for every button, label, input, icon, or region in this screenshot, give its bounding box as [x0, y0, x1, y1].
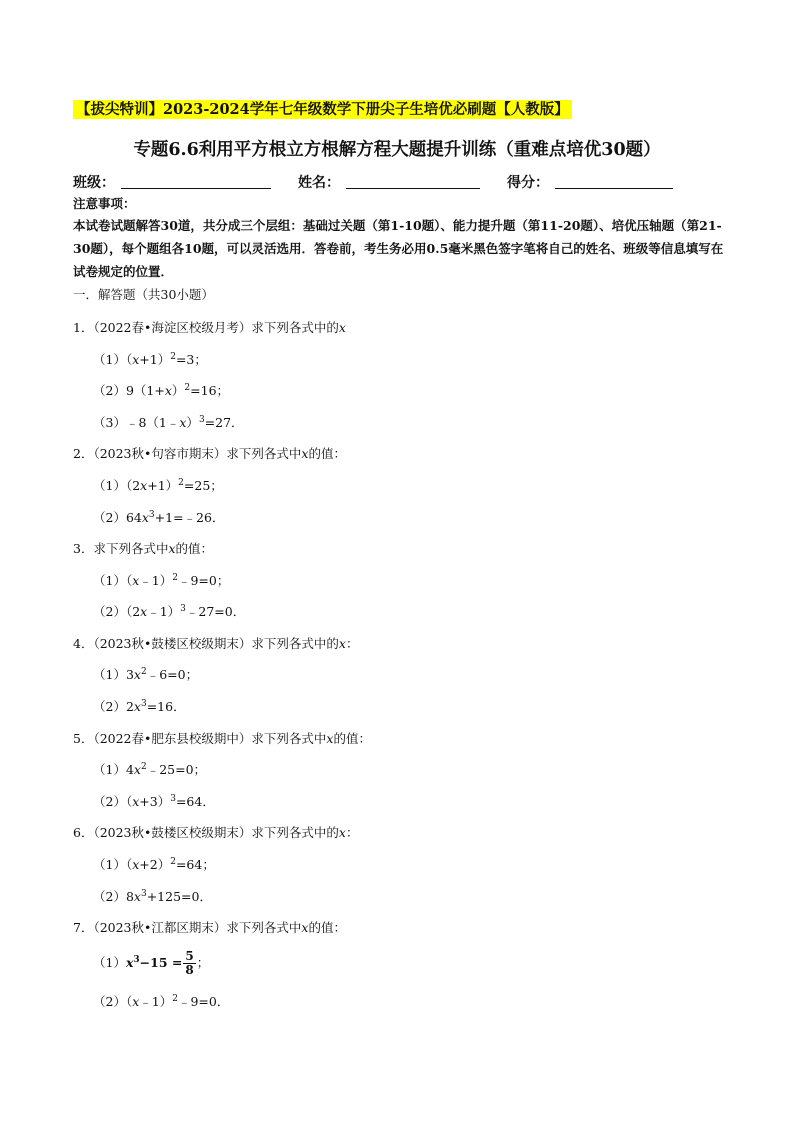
- question-2: 2．（2023秋•句容市期末）求下列各式中x的值：: [73, 446, 346, 461]
- question-1-item-1: $(1)(x+1)^2=3$；: [93, 352, 207, 367]
- question-3-item-2: （2）（2x﹣1）$^3$﹣27=0．: [93, 604, 246, 619]
- fraction: $\frac{5}{8}$: [185, 949, 194, 977]
- question-2-item-2: $(2)64x^3+1=﹣26$．: [93, 510, 225, 525]
- question-1: 1．（2022春•海淀区校级月考）求下列各式中的x: [73, 320, 346, 335]
- class-field: [73, 172, 271, 192]
- score-field: [507, 172, 673, 192]
- question-1-item-2: $(2)9(1+x)^2=16$；: [93, 383, 230, 398]
- question-6-item-1: $(1)(x+2)^2=64$；: [93, 857, 215, 872]
- section-title: 一．解答题（共30小题）: [73, 287, 214, 302]
- question-1-item-3: （3）﹣8（1﹣x）$^3$=27．: [93, 415, 244, 430]
- name-blank[interactable]: [346, 174, 480, 189]
- question-7-item-1: $(1)x^3-15$ = $\frac{5}{8}$ ；: [93, 949, 210, 977]
- question-4-item-1: $(1)3x^2﹣6=0$；: [93, 667, 199, 682]
- question-5: 5．（2022春•肥东县校级期中）求下列各式中x的值：: [73, 731, 371, 746]
- notes-text: 本试卷试题解答30道，共分成三个层组：基础过关题（第1-10题）、能力提升题（第11-20题）、培优压轴题（第21-30题），每个题组各10题，可以灵活选用．答卷前，考生务必用0.5毫米黑色签字笔将自己的姓名、班级等信息填写在试卷规定的位置．: [73, 218, 724, 279]
- question-5-item-2: $(2)(x+3)^3=64$．: [93, 794, 215, 809]
- class-blank[interactable]: [121, 174, 271, 189]
- question-3: 3．求下列各式中x的值：: [73, 541, 214, 556]
- notes-label: 注意事项：: [73, 196, 136, 211]
- question-3-item-1: （1）（x﹣1）$^2$﹣9=0；: [93, 573, 230, 588]
- score-blank[interactable]: [555, 174, 673, 189]
- score-label: 得分：: [507, 175, 549, 191]
- page-title: 专题6.6利用平方根立方根解方程大题提升训练（重难点培优30题）: [133, 140, 661, 160]
- series-banner: 【拔尖特训】2023-2024学年七年级数学下册尖子生培优必刷题【人教版】: [73, 100, 572, 119]
- name-field: [298, 172, 480, 192]
- question-4: 4．（2023秋•鼓楼区校级期末）求下列各式中的x：: [73, 636, 359, 651]
- question-4-item-2: $(2)2x^3=16$．: [93, 699, 186, 714]
- class-label: 班级：: [73, 175, 115, 191]
- name-label: 姓名：: [298, 175, 340, 191]
- question-5-item-1: $(1)4x^2﹣25=0$；: [93, 762, 207, 777]
- question-2-item-1: $(1)(2x+1)^2=25$；: [93, 478, 223, 493]
- question-7-item-2: （2）（x﹣1）$^2$﹣9=0．: [93, 994, 230, 1009]
- question-6: 6．（2023秋•鼓楼区校级期末）求下列各式中的x：: [73, 825, 359, 840]
- question-7: 7．（2023秋•江都区期末）求下列各式中x的值：: [73, 920, 346, 935]
- question-6-item-2: $(2)8x^3+125=0$．: [93, 889, 212, 904]
